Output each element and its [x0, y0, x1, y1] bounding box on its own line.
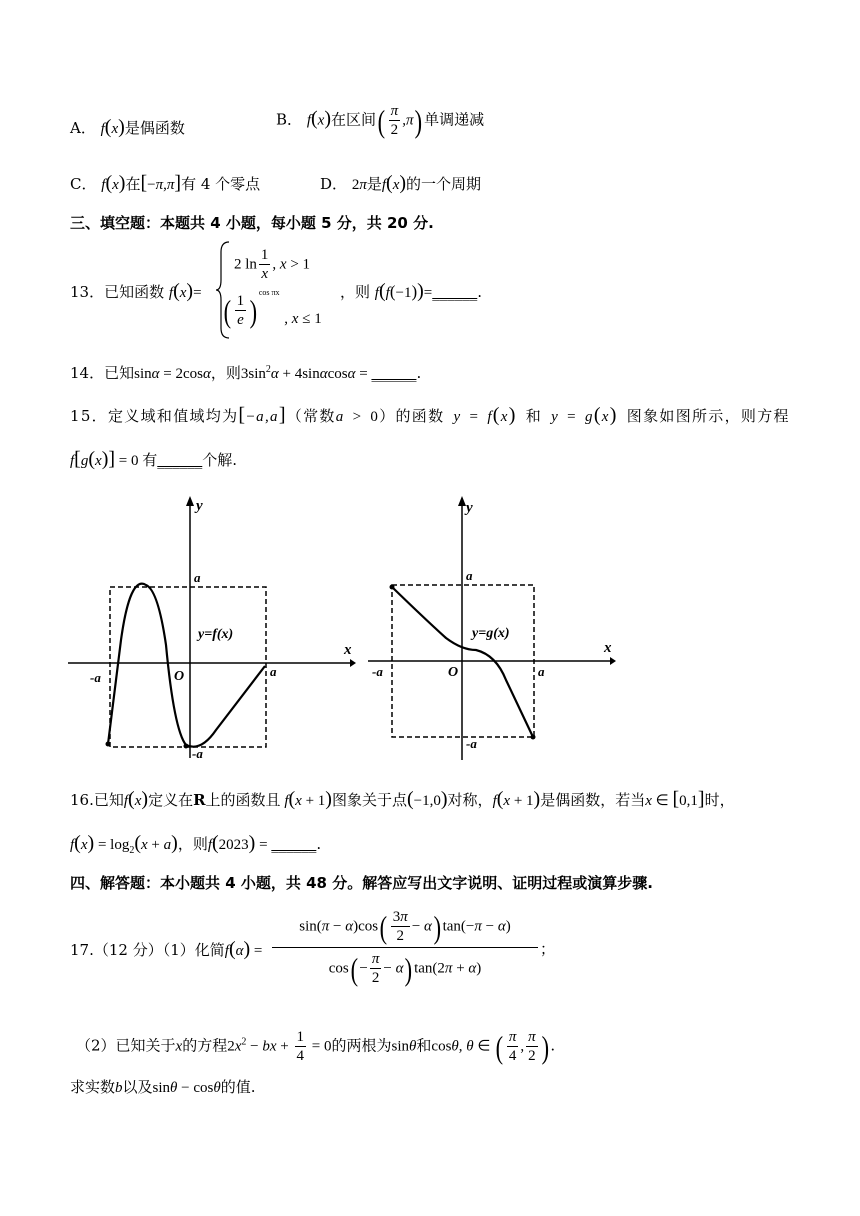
svg-text:y: y: [196, 498, 203, 514]
section-4-title: 四、解答题：本小题共 4 小题，共 48 分。解答应写出文字说明、证明过程或演算步骤.: [70, 874, 653, 892]
x-arrow-icon: [350, 659, 356, 667]
svg-text:-a: -a: [192, 746, 203, 761]
range-box: [110, 587, 266, 747]
svg-text:x: x: [344, 642, 352, 658]
q16-line1: 16.已知f(x)定义在R上的函数且 f(x + 1)图象关于点(−1,0)对称，f(x + 1)是偶函数，若当x ∈ [0,1]时，: [70, 788, 735, 810]
q13-tail: ，则 f(f(−1))=______.: [340, 280, 483, 302]
y-arrow-icon: [186, 496, 194, 506]
option-a: A． f(x)是偶函数: [70, 116, 185, 138]
svg-text:y: y: [466, 500, 473, 516]
option-c: C． f(x)在[−π,π]有 4 个零点: [70, 172, 261, 194]
svg-text:O: O: [448, 665, 459, 680]
svg-text:a: a: [194, 570, 201, 585]
q16-blank[interactable]: ______: [271, 835, 317, 853]
svg-text:a: a: [270, 664, 277, 679]
label-f: y=f(x): [198, 627, 234, 642]
label-g: y=g(x): [472, 626, 510, 641]
q13-lead: 13．已知函数 f(x)=: [70, 280, 202, 302]
q17-part1: 17.（12 分）（1）化简f(α) =: [70, 938, 263, 960]
y-arrow-icon: [458, 496, 466, 506]
math-fx: f: [100, 121, 105, 137]
fraction-bar: [272, 947, 538, 948]
x-arrow-icon: [610, 657, 616, 665]
q13-blank[interactable]: ______: [432, 283, 478, 301]
graph-f: [66, 490, 356, 770]
svg-text:-a: -a: [372, 664, 383, 679]
q15-line2: f[g(x)] = 0 有______个解.: [70, 448, 238, 470]
q17-part3: 求实数b以及sinθ − cosθ的值.: [70, 1078, 256, 1096]
piece-1: 2 ln $\frac{1}{x}$ , x > 1: [234, 247, 311, 282]
graph-g: [366, 490, 656, 770]
curve-f: [108, 584, 265, 747]
q17-numerator: sin(π − α)cos( $\frac{3\pi}{2}$ − α) tan(−π − α): [299, 908, 511, 945]
option-b: B． f(x)在区间( $\frac{\pi}{2}$ ,π) 单调递减: [276, 102, 485, 139]
q17-part2: （2）已知关于x的方程$2x^2$ − bx + $\frac{1}{4}$ = 0的两根为sinθ和cosθ, θ ∈ ( $\frac{\pi}{4}$ , $\frac{\pi}{2}$ ) .: [76, 1028, 556, 1065]
q15-blank[interactable]: ______: [157, 451, 203, 469]
q14-blank[interactable]: ______: [371, 364, 417, 382]
svg-text:a: a: [466, 568, 473, 583]
svg-text:-a: -a: [90, 670, 101, 685]
q17-denominator: cos( − $\frac{\pi}{2}$ − α) tan(2π + α): [328, 950, 482, 987]
q15-line1: 15．定义域和值域均为[−a,a]（常数a > 0）的函数 y = f(x) 和 y = g(x) 图象如图所示，则方程: [70, 404, 790, 426]
piece-2: ( $\frac{1}{e}$ )$^{cos \pi x}$ , x ≤ 1: [223, 287, 322, 329]
svg-text:a: a: [538, 664, 545, 679]
svg-text:O: O: [174, 669, 185, 684]
q16-line2: $f(x) = \log_2(x + a)$，则f(2023) = ______.: [70, 832, 322, 856]
section-3-title: 三、填空题：本题共 4 小题，每小题 5 分，共 20 分.: [70, 214, 434, 232]
svg-text:x: x: [604, 640, 612, 656]
q14-text: 14．已知sinα = 2cosα，则$3\sin^2\alpha + 4\sin\alpha\cos\alpha$ = ______.: [70, 364, 422, 382]
svg-text:-a: -a: [466, 736, 477, 751]
option-d: D． 2π是f(x)的一个周期: [320, 172, 482, 194]
